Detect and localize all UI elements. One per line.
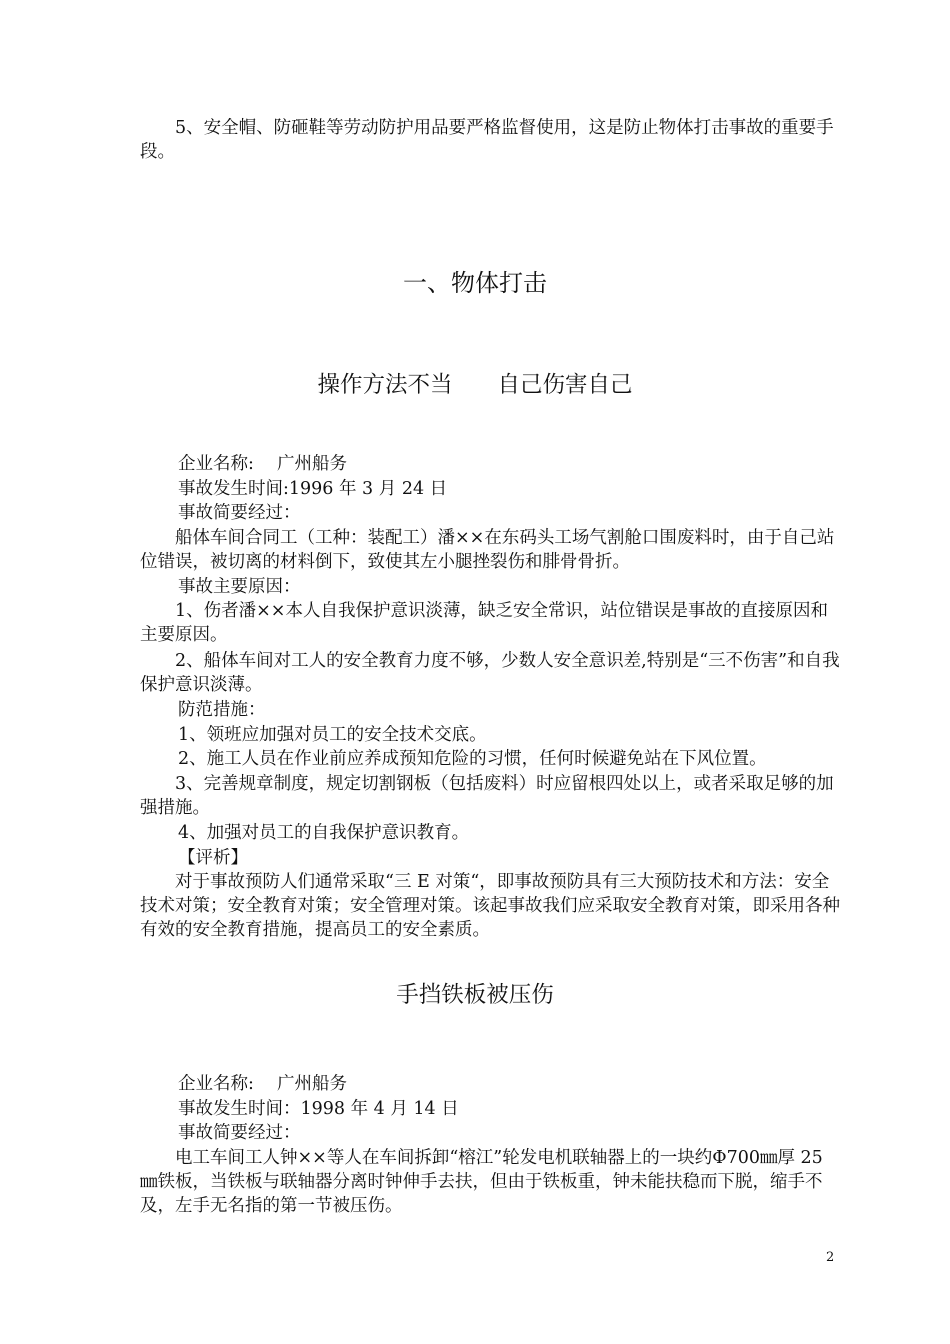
intro-paragraph: 5、安全帽、防砸鞋等劳动防护用品要严格监督使用，这是防止物体打击事故的重要手段。 [140, 118, 834, 162]
section-title: 一、物体打击 [403, 269, 547, 297]
case2-company-line: 企业名称: 广州船务 [178, 1074, 347, 1094]
case1-analysis-label: 【评析】 [178, 848, 248, 868]
case2-brief-label: 事故简要经过： [178, 1123, 301, 1143]
case2-title: 手挡铁板被压伤 [396, 982, 554, 1008]
case2-brief-text: 电工车间工人钟××等人在车间拆卸“榕江”轮发电机联轴器上的一块约Φ700㎜厚 25㎜铁板，当铁板与联轴器分离时钟伸手去扶，但由于铁板重，钟未能扶稳而下脱，缩手不及，左手无名指的第一节被压伤。 [140, 1148, 823, 1216]
case1-brief-label: 事故简要经过： [178, 503, 301, 523]
case1-company-line: 企业名称: 广州船务 [178, 454, 347, 474]
case1-cause-label: 事故主要原因： [178, 577, 301, 597]
case1-measure-2: 2、施工人员在作业前应养成预知危险的习惯，任何时候避免站在下风位置。 [178, 749, 767, 769]
case1-time-line: 事故发生时间:1996 年 3 月 24 日 [178, 479, 448, 499]
case1-measures-label: 防范措施： [178, 700, 266, 720]
case1-measure-3: 3、完善规章制度，规定切割钢板（包括废料）时应留根四处以上，或者采取足够的加强措施。 [140, 774, 834, 818]
page-number: 2 [826, 1250, 835, 1265]
case1-title: 操作方法不当 自己伤害自己 [317, 372, 633, 398]
case2-time-line: 事故发生时间：1998 年 4 月 14 日 [178, 1099, 459, 1119]
case1-analysis-text: 对于事故预防人们通常采取“三 E 对策“，即事故预防具有三大预防技术和方法：安全技术对策；安全教育对策；安全管理对策。该起事故我们应采取安全教育对策，即采用各种有效的安全教育措施，提高员工的安全素质。 [140, 872, 840, 940]
case1-measure-1: 1、领班应加强对员工的安全技术交底。 [178, 725, 487, 745]
case1-brief-text: 船体车间合同工（工种：装配工）潘××在东码头工场气割舱口围废料时，由于自己站位错误，被切离的材料倒下，致使其左小腿挫裂伤和腓骨骨折。 [140, 528, 835, 572]
case1-cause-1: 1、伤者潘××本人自我保护意识淡薄，缺乏安全常识，站位错误是事故的直接原因和主要原因。 [140, 601, 828, 645]
case1-cause-2: 2、船体车间对工人的安全教育力度不够，少数人安全意识差,特别是“三不伤害”和自我保护意识淡薄。 [140, 651, 840, 695]
case1-measure-4: 4、加强对员工的自我保护意识教育。 [178, 823, 470, 843]
